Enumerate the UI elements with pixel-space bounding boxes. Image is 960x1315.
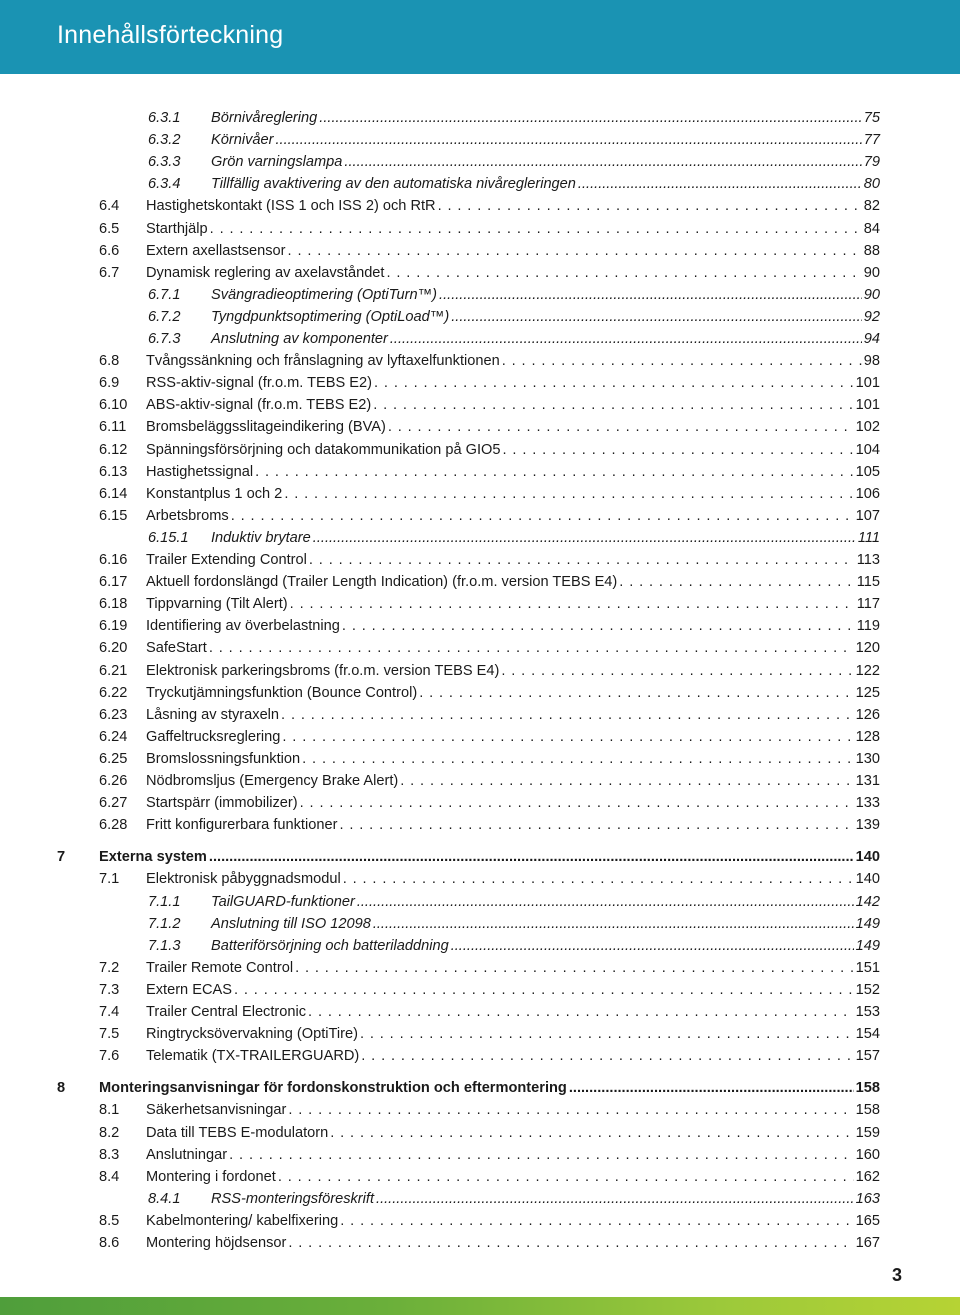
toc-entry-number: 6.13 [99, 463, 128, 480]
toc-entry[interactable] [0, 1210, 960, 1232]
toc-entry-number: 8.6 [99, 1235, 120, 1251]
toc-leader-dots [209, 637, 854, 659]
toc-entry[interactable] [0, 1232, 960, 1254]
toc-entry[interactable] [0, 461, 960, 483]
toc-entry[interactable] [0, 660, 960, 682]
toc-entry[interactable] [0, 394, 960, 416]
toc-entry-page: 80 [863, 176, 880, 193]
toc-entry-title: Elektronisk parkeringsbroms (fr.o.m. version TEBS E4) [146, 662, 500, 679]
toc-entry-title: Arbetsbroms [146, 507, 229, 524]
toc-leader-dots [319, 107, 861, 129]
toc-entry[interactable] [0, 1188, 960, 1210]
toc-entry[interactable] [0, 571, 960, 593]
toc-entry-number: 8.4.1 [148, 1190, 181, 1207]
toc-leader-dots [374, 372, 854, 394]
toc-entry-number: 8.1 [99, 1102, 120, 1119]
toc-entry-page: 149 [855, 937, 880, 954]
toc-entry-number: 6.5 [99, 220, 120, 237]
toc-entry-page: 90 [863, 264, 880, 281]
toc-entry-number: 7.4 [99, 1004, 120, 1020]
toc-leader-dots [390, 328, 862, 350]
toc-entry-page: 120 [855, 640, 880, 657]
toc-entry-page: 165 [855, 1212, 880, 1229]
toc-entry[interactable] [0, 748, 960, 770]
toc-leader-dots [342, 615, 855, 637]
toc-entry-title: Trailer Extending Control [146, 552, 307, 568]
toc-entry-title: Induktiv brytare [211, 529, 311, 546]
toc-entry-title: Körnivåer [211, 132, 274, 149]
toc-entry-number: 6.4 [99, 198, 120, 215]
toc-leader-dots [400, 770, 853, 792]
page-number: 3 [891, 1265, 902, 1285]
toc-entry-page: 158 [855, 1080, 880, 1097]
toc-entry-number: 6.26 [99, 773, 128, 789]
toc-entry-number: 8.4 [99, 1168, 120, 1185]
footer-bar [0, 1297, 960, 1315]
toc-entry-page: 125 [855, 684, 880, 701]
toc-leader-dots [209, 846, 854, 868]
toc-entry-page: 115 [856, 574, 880, 591]
toc-entry[interactable] [0, 328, 960, 350]
toc-entry[interactable] [0, 1144, 960, 1166]
toc-entry-page: 88 [863, 242, 880, 259]
toc-leader-dots [373, 913, 854, 935]
toc-entry-title: ABS-aktiv-signal (fr.o.m. TEBS E2) [146, 397, 372, 414]
toc-entry[interactable] [0, 682, 960, 704]
toc-entry[interactable] [0, 913, 960, 935]
toc-entry-page: 102 [855, 419, 880, 436]
toc-entry-title: Externa system [99, 849, 207, 866]
toc-leader-dots [386, 262, 861, 284]
toc-entry-title: RSS-aktiv-signal (fr.o.m. TEBS E2) [146, 375, 372, 392]
toc-leader-dots [281, 704, 854, 726]
toc-entry-title: Svängradieoptimering (OptiTurn™) [211, 286, 438, 303]
toc-entry-page: 105 [855, 463, 880, 480]
toc-entry-page: 158 [855, 1102, 880, 1119]
toc-entry-title: Nödbromsljus (Emergency Brake Alert) [146, 773, 399, 789]
toc-entry-page: 94 [863, 331, 880, 347]
toc-entry-number: 7.6 [99, 1048, 120, 1065]
toc-entry[interactable] [0, 1099, 960, 1121]
toc-entry[interactable] [0, 483, 960, 505]
toc-leader-dots [288, 1232, 853, 1254]
toc-entry-title: TailGUARD-funktioner [211, 893, 355, 910]
toc-entry[interactable] [0, 372, 960, 394]
toc-entry-title: Anslutning till ISO 12098 [211, 915, 371, 932]
toc-entry[interactable] [0, 792, 960, 814]
toc-entry-number: 7 [57, 849, 66, 866]
toc-entry-title: Extern ECAS [146, 981, 232, 998]
toc-leader-dots [578, 173, 862, 195]
toc-leader-dots [419, 682, 853, 704]
page-header [0, 0, 960, 74]
toc-entry-number: 6.11 [99, 419, 127, 436]
toc-entry-title: Kabelmontering/ kabelfixering [146, 1212, 339, 1229]
toc-entry-title: Trailer Remote Control [146, 959, 294, 976]
toc-entry-page: 162 [855, 1168, 880, 1185]
toc-entry-number: 8 [57, 1080, 66, 1097]
toc-entry[interactable] [0, 1166, 960, 1188]
toc-entry-number: 6.6 [99, 242, 120, 259]
toc-entry-title: Montering i fordonet [146, 1168, 276, 1185]
toc-entry-number: 6.20 [99, 640, 128, 657]
toc-entry-number: 6.23 [99, 706, 128, 723]
toc-entry-page: 79 [863, 154, 880, 171]
toc-entry[interactable] [0, 107, 960, 129]
toc-entry-number: 6.7.1 [148, 286, 181, 303]
toc-entry-page: 130 [855, 750, 880, 767]
toc-entry-number: 6.17 [99, 574, 128, 591]
toc-entry-title: Tyngdpunktsoptimering (OptiLoad™) [211, 308, 450, 325]
toc-leader-dots [343, 868, 854, 890]
toc-entry[interactable] [0, 240, 960, 262]
toc-leader-dots [229, 1144, 854, 1166]
toc-entry-number: 6.28 [99, 817, 128, 834]
toc-leader-dots [302, 748, 854, 770]
toc-entry[interactable] [0, 1023, 960, 1045]
toc-entry-number: 6.7 [99, 264, 120, 281]
toc-entry-title: Tvångssänkning och frånslagning av lyftaxelfunktionen [146, 353, 500, 370]
toc-leader-dots [275, 129, 861, 151]
toc-entry[interactable] [0, 151, 960, 173]
toc-entry-title: Gaffeltrucksreglering [146, 728, 281, 745]
toc-leader-dots [361, 1045, 853, 1067]
toc-entry-title: Data till TEBS E-modulatorn [146, 1124, 329, 1141]
toc-leader-dots [278, 1166, 854, 1188]
toc-entry-title: Tippvarning (Tilt Alert) [146, 596, 288, 613]
toc-leader-dots [231, 505, 854, 527]
toc-entry-title: Tillfällig avaktivering av den automatiska nivåregleringen [211, 176, 576, 193]
toc-entry-title: Anslutningar [146, 1146, 228, 1163]
toc-entry-page: 113 [856, 552, 880, 568]
toc-leader-dots [439, 284, 862, 306]
toc-entry-page: 159 [855, 1124, 880, 1141]
toc-leader-dots [255, 461, 854, 483]
toc-entry[interactable] [0, 593, 960, 615]
toc-entry[interactable] [0, 505, 960, 527]
toc-entry[interactable] [0, 1045, 960, 1067]
toc-leader-dots [388, 416, 854, 438]
toc-entry-title: Börnivåreglering [211, 110, 318, 126]
toc-entry-number: 6.15 [99, 507, 128, 524]
toc-entry-title: Konstantplus 1 och 2 [146, 485, 283, 502]
toc-entry-page: 84 [863, 220, 880, 237]
toc-entry-page: 154 [855, 1026, 880, 1043]
toc-entry-page: 101 [855, 375, 880, 392]
toc-leader-dots [339, 814, 853, 836]
toc-entry[interactable] [0, 129, 960, 151]
toc-entry-title: Anslutning av komponenter [211, 331, 388, 347]
toc-entry-number: 6.3.2 [148, 132, 181, 149]
toc-entry-page: 157 [855, 1048, 880, 1065]
toc-entry-number: 7.1.2 [148, 915, 181, 932]
toc-entry-number: 6.3.1 [148, 110, 181, 126]
toc-entry-number: 7.3 [99, 981, 120, 998]
toc-entry-page: 75 [863, 110, 880, 126]
toc-entry-title: Aktuell fordonslängd (Trailer Length Indication) (fr.o.m. version TEBS E4) [146, 574, 618, 591]
toc-entry-page: 104 [855, 441, 880, 458]
toc-entry-number: 6.18 [99, 596, 128, 613]
toc-leader-dots [376, 1188, 854, 1210]
toc-entry-page: 160 [855, 1146, 880, 1163]
toc-entry[interactable] [0, 416, 960, 438]
toc-entry-page: 131 [855, 773, 880, 789]
toc-leader-dots [288, 1099, 853, 1121]
toc-entry-number: 6.25 [99, 750, 128, 767]
toc-leader-dots [501, 660, 853, 682]
toc-entry[interactable] [0, 1001, 960, 1023]
toc-entry-title: Identifiering av överbelastning [146, 618, 340, 635]
toc-entry-number: 7.1.1 [148, 893, 181, 910]
toc-leader-dots [451, 306, 862, 328]
toc-entry[interactable] [0, 846, 960, 868]
toc-entry-title: SafeStart [146, 640, 207, 657]
toc-entry-number: 8.2 [99, 1124, 120, 1141]
toc-entry-page: 119 [856, 618, 880, 635]
toc-entry-number: 6.15.1 [148, 529, 189, 546]
toc-entry-page: 101 [855, 397, 880, 414]
toc-entry[interactable] [0, 195, 960, 217]
toc-leader-dots [234, 979, 854, 1001]
toc-leader-dots [438, 195, 862, 217]
toc-leader-dots [502, 350, 862, 372]
toc-entry-number: 8.5 [99, 1212, 120, 1229]
toc-entry-page: 128 [855, 728, 880, 745]
toc-entry-title: Ringtrycksövervakning (OptiTire) [146, 1026, 358, 1043]
toc-entry-title: Trailer Central Electronic [146, 1004, 307, 1020]
toc-entry-number: 6.27 [99, 795, 128, 812]
toc-entry-title: Startspärr (immobilizer) [146, 795, 298, 812]
toc-entry-number: 6.14 [99, 485, 128, 502]
toc-entry[interactable] [0, 262, 960, 284]
toc-entry[interactable] [0, 704, 960, 726]
toc-entry[interactable] [0, 868, 960, 890]
toc-entry-title: Dynamisk reglering av axelavståndet [146, 264, 385, 281]
toc-entry[interactable] [0, 527, 960, 549]
toc-entry[interactable] [0, 439, 960, 461]
toc-entry-title: Montering höjdsensor [146, 1235, 287, 1251]
toc-entry-page: 149 [855, 915, 880, 932]
toc-leader-dots [295, 957, 854, 979]
toc-entry-number: 6.22 [99, 684, 128, 701]
toc-entry-page: 163 [855, 1190, 880, 1207]
toc-entry-page: 151 [855, 959, 880, 976]
toc-leader-dots [210, 218, 862, 240]
toc-entry[interactable] [0, 1122, 960, 1144]
toc-entry-page: 77 [863, 132, 880, 149]
toc-entry-page: 82 [863, 198, 880, 215]
toc-entry-page: 90 [863, 286, 880, 303]
toc-entry-page: 140 [855, 871, 880, 888]
toc-entry-title: Extern axellastsensor [146, 242, 286, 259]
toc-entry[interactable] [0, 891, 960, 913]
toc-entry-title: Grön varningslampa [211, 154, 343, 171]
toc-leader-dots [300, 792, 854, 814]
toc-leader-dots [619, 571, 854, 593]
toc-entry[interactable] [0, 1077, 960, 1099]
toc-entry[interactable] [0, 284, 960, 306]
toc-leader-dots [340, 1210, 853, 1232]
toc-entry[interactable] [0, 726, 960, 748]
toc-entry-page: 152 [855, 981, 880, 998]
toc-entry-number: 7.1 [99, 871, 120, 888]
toc-leader-dots [360, 1023, 854, 1045]
toc-entry-title: Fritt konfigurerbara funktioner [146, 817, 338, 834]
toc-entry-page: 111 [857, 529, 880, 546]
toc-entry-number: 6.8 [99, 353, 120, 370]
toc-entry-page: 107 [855, 507, 880, 524]
toc-entry-number: 6.3.3 [148, 154, 181, 171]
toc-entry-number: 6.21 [99, 662, 128, 679]
toc-leader-dots [313, 527, 856, 549]
toc-entry[interactable] [0, 935, 960, 957]
toc-entry-title: Elektronisk påbyggnadsmodul [146, 871, 341, 888]
toc-leader-dots [373, 394, 853, 416]
toc-entry[interactable] [0, 770, 960, 792]
toc-entry-number: 6.12 [99, 441, 128, 458]
toc-entry-number: 6.16 [99, 552, 128, 568]
toc-entry-title: Hastighetssignal [146, 463, 254, 480]
toc-entry-page: 142 [855, 893, 880, 910]
toc-entry-number: 8.3 [99, 1146, 120, 1163]
toc-entry[interactable] [0, 306, 960, 328]
toc-entry-title: Telematik (TX-TRAILERGUARD) [146, 1048, 360, 1065]
toc-entry-title: Batteriförsörjning och batteriladdning [211, 937, 449, 954]
toc-entry-number: 7.2 [99, 959, 120, 976]
toc-entry[interactable] [0, 979, 960, 1001]
toc-leader-dots [357, 891, 854, 913]
toc-leader-dots [451, 935, 854, 957]
toc-entry[interactable] [0, 637, 960, 659]
toc-entry-number: 6.9 [99, 375, 120, 392]
toc-entry-title: Hastighetskontakt (ISS 1 och ISS 2) och RtR [146, 198, 436, 215]
toc-entry-page: 167 [855, 1235, 880, 1251]
toc-leader-dots [503, 439, 854, 461]
toc-entry-page: 122 [855, 662, 880, 679]
toc-entry-title: Monteringsanvisningar för fordonskonstruktion och eftermontering [99, 1080, 567, 1097]
toc-entry-number: 6.3.4 [148, 176, 181, 193]
toc-entry-page: 92 [863, 308, 880, 325]
page-title: Innehållsförteckning [57, 21, 284, 49]
toc-entry-number: 6.7.3 [148, 331, 181, 347]
toc-entry-page: 98 [863, 353, 880, 370]
toc-entry-page: 126 [855, 706, 880, 723]
toc-entry[interactable] [0, 957, 960, 979]
toc-entry-title: Låsning av styraxeln [146, 706, 280, 723]
toc-entry[interactable] [0, 814, 960, 836]
toc-entry-title: Bromsbeläggsslitageindikering (BVA) [146, 419, 386, 436]
toc-leader-dots [344, 151, 861, 173]
toc-entry-title: Spänningsförsörjning och datakommunikation på GIO5 [146, 441, 501, 458]
toc-entry-number: 6.19 [99, 618, 128, 635]
toc-leader-dots [290, 593, 855, 615]
toc-entry-title: RSS-monteringsföreskrift [211, 1190, 375, 1207]
toc-entry-number: 7.5 [99, 1026, 120, 1043]
toc-entry[interactable] [0, 350, 960, 372]
toc-leader-dots [308, 1001, 854, 1023]
toc-entry-title: Säkerhetsanvisningar [146, 1102, 287, 1119]
toc-entry-number: 6.24 [99, 728, 128, 745]
toc-entry-number: 6.7.2 [148, 308, 181, 325]
toc-entry-page: 139 [855, 817, 880, 834]
toc-entry[interactable] [0, 173, 960, 195]
toc-leader-dots [309, 549, 855, 571]
toc-entry-page: 140 [855, 849, 880, 866]
toc-entry-title: Tryckutjämningsfunktion (Bounce Control) [146, 684, 418, 701]
toc-entry-page: 153 [855, 1004, 880, 1020]
toc-entry-page: 133 [855, 795, 880, 812]
toc-entry-number: 6.10 [99, 397, 128, 414]
toc-entry-page: 106 [855, 485, 880, 502]
toc-entry-page: 117 [856, 596, 880, 613]
toc-leader-dots [282, 726, 853, 748]
toc-entry[interactable] [0, 549, 960, 571]
toc-leader-dots [288, 240, 862, 262]
toc-leader-dots [330, 1122, 853, 1144]
toc-entry[interactable] [0, 218, 960, 240]
toc-entry-title: Bromslossningsfunktion [146, 750, 301, 767]
toc-leader-dots [284, 483, 853, 505]
toc-entry-title: Starthjälp [146, 220, 208, 237]
toc-entry[interactable] [0, 615, 960, 637]
toc-entry-number: 7.1.3 [148, 937, 181, 954]
toc-leader-dots [569, 1077, 854, 1099]
